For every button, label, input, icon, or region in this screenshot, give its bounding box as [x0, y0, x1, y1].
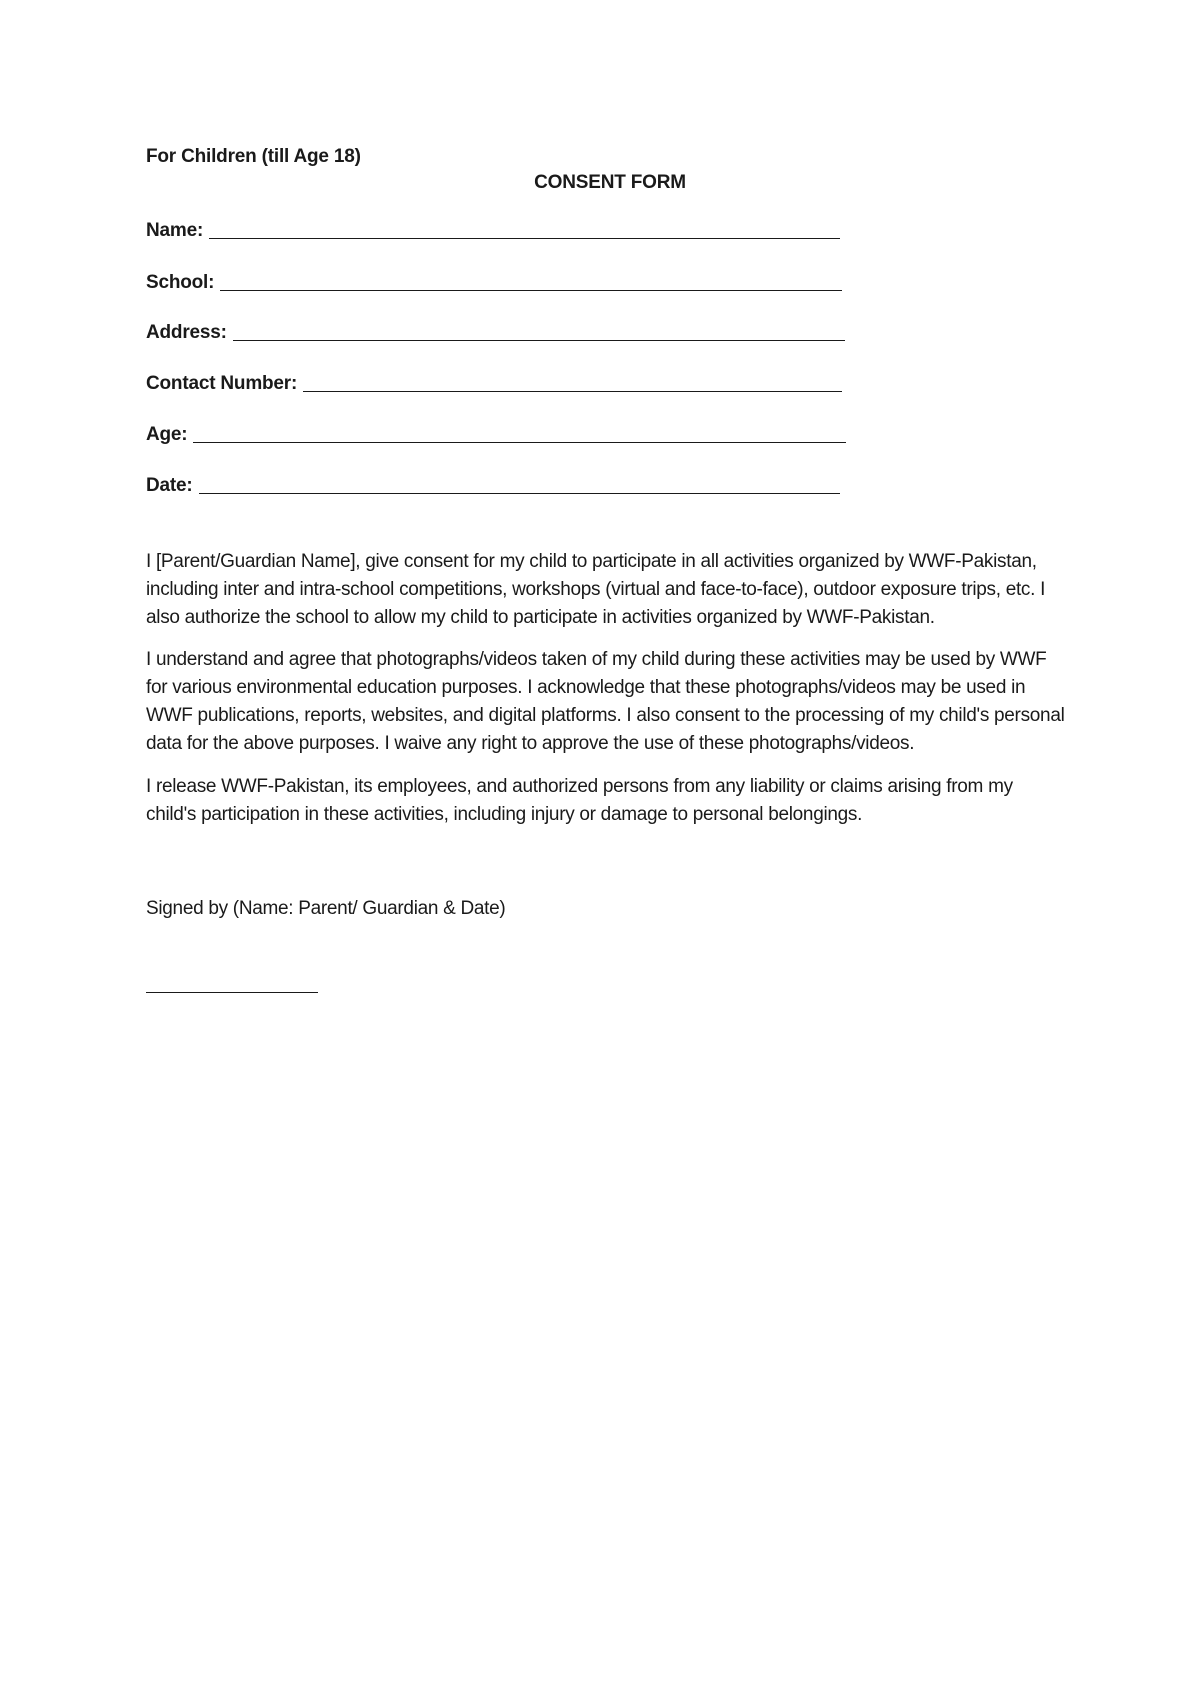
date-field[interactable]: [146, 475, 840, 497]
date-input-line[interactable]: [199, 492, 840, 494]
form-subtitle: For Children (till Age 18): [146, 146, 361, 167]
school-label: School:: [146, 272, 215, 293]
address-field[interactable]: [146, 322, 845, 344]
signature-line[interactable]: [146, 992, 318, 993]
contact-number-label: Contact Number:: [146, 373, 298, 394]
address-label: Address:: [146, 322, 227, 343]
name-input-line[interactable]: [209, 237, 840, 239]
address-input-line[interactable]: [233, 339, 845, 341]
consent-paragraph: I [Parent/Guardian Name], give consent for my child to participate in all activities organized by WWF-Pakistan, including inter and intra-school competitions, workshops (virtual and face-to-face), outdoor exposure trips, etc. I also authorize the school to allow my child to participate in activities organized by WWF-Pakistan.: [146, 551, 1046, 628]
contact-number-field[interactable]: [146, 373, 842, 395]
form-title: CONSENT FORM: [534, 172, 686, 193]
signature-label: Signed by (Name: Parent/ Guardian & Date): [146, 898, 506, 919]
age-input-line[interactable]: [193, 441, 846, 443]
date-label: Date:: [146, 475, 193, 496]
age-field[interactable]: [146, 424, 846, 446]
name-field[interactable]: [146, 220, 840, 242]
school-field[interactable]: [146, 272, 842, 294]
media-consent-paragraph: I understand and agree that photographs/videos taken of my child during these activities may be used by WWF for various environmental education purposes. I acknowledge that these photographs/videos may be used in WWF publications, reports, websites, and digital platforms. I also consent to the processing of my child's personal data for the above purposes. I waive any right to approve the use of these photographs/videos.: [146, 649, 1065, 754]
liability-release-paragraph: I release WWF-Pakistan, its employees, and authorized persons from any liability or claims arising from my child's participation in these activities, including injury or damage to personal belongings.: [146, 776, 1013, 825]
name-label: Name:: [146, 220, 204, 241]
contact-number-input-line[interactable]: [303, 390, 842, 392]
school-input-line[interactable]: [220, 289, 842, 291]
age-label: Age:: [146, 424, 188, 445]
